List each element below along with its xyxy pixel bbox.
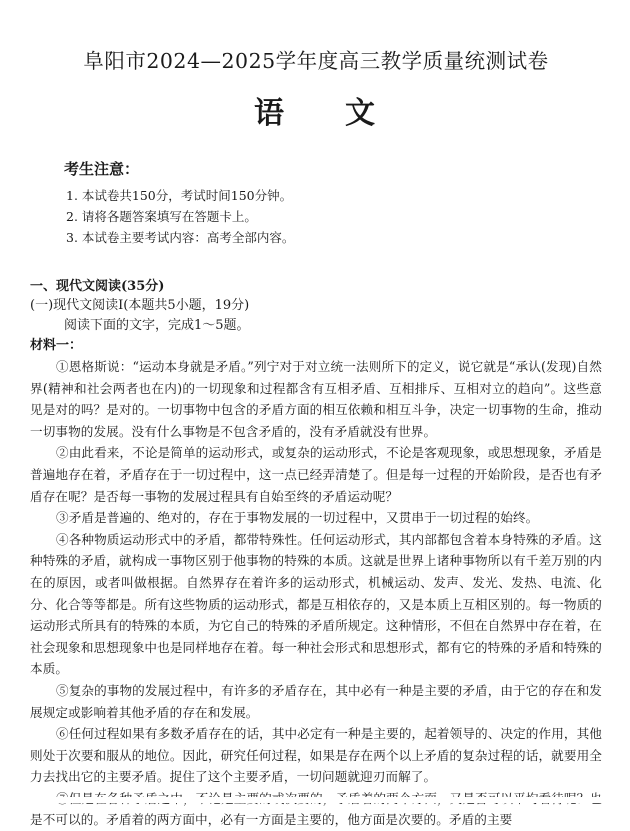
candidate-notice: [64, 158, 602, 248]
paragraph-1: ①恩格斯说：“运动本身就是矛盾。”列宁对于对立统一法则所下的定义，说它就是“承认(发现)自然界(精神和社会两者也在内)的一切现象和过程都含有互相矛盾、互相排斥、互相对立的趋向”。这些意见是对的吗？是对的。一切事物中包含的矛盾方面的相互依赖和相互斗争，决定一切事物的生命，推动一切事物的发展。没有什么事物是不包含矛盾的，没有矛盾就没有世界。: [30, 359, 602, 439]
subject-title: [30, 88, 602, 132]
paragraph-7: 是不可以的。矛盾着的两方面中，必有一方面是主要的，他方面是次要的。矛盾的主要: [30, 812, 513, 828]
paragraph-2: ②由此看来，不论是简单的运动形式，或复杂的运动形式，不论是客观现象，或思想现象，矛盾是普遍地存在着，矛盾存在于一切过程中，这一点已经弄清楚了。但是每一过程的开始阶段，是否也有矛盾存在呢？是否每一事物的发展过程具有自始至终的矛盾运动呢？: [30, 445, 602, 504]
subject-char-2: 文: [345, 96, 378, 131]
subsection-heading: (一)现代文阅读Ⅰ(本题共5小题，19分): [30, 298, 250, 313]
paragraph-3: ③矛盾是普遍的、绝对的，存在于事物发展的一切过程中，又贯串于一切过程的始终。: [56, 510, 539, 526]
paragraph-5: ⑤复杂的事物的发展过程中，有许多的矛盾存在，其中必有一种是主要的矛盾，由于它的存在和发展规定或影响着其他矛盾的存在和发展。: [30, 682, 602, 720]
exam-title: 阜阳市2024—2025学年度高三教学质量统测试卷: [83, 49, 549, 73]
paragraph-4: ④各种物质运动形式中的矛盾，都带特殊性。任何运动形式，其内部都包含着本身特殊的矛盾。这种特殊的矛盾，就构成一事物区别于他事物的特殊的本质。这就是世界上诸种事物所以有千差万别的内在的原因，或者叫做根据。自然界存在着许多的运动形式，机械运动、发声、发光、发热、电流、化分、化合等等都是。所有这些物质的运动形式，都是互相依存的，又是本质上互相区别的。每一物质的运动形式所具有的特殊的本质，为它自己的特殊的矛盾所规定。这种情形，不但在自然界中存在着，在社会现象和思想现象中也是同样地存在着。每一种社会形式和思想形式，都有它的特殊的矛盾和特殊的本质。: [30, 531, 602, 677]
subject-char-1: 语: [254, 96, 287, 131]
section-heading: 一、现代文阅读(35分): [30, 279, 165, 294]
notice-item-2: 2. 请将各题答案填写在答题卡上。: [66, 209, 257, 224]
material-label: 材料一：: [30, 338, 83, 353]
notice-item-1: 1. 本试卷共150分，考试时间150分钟。: [66, 188, 293, 203]
page-bottom-edge: [0, 797, 630, 803]
reading-instruction: 阅读下面的文字，完成1～5题。: [64, 318, 250, 333]
paragraph-6: ⑥任何过程如果有多数矛盾存在的话，其中必定有一种是主要的，起着领导的、决定的作用，其他则处于次要和服从的地位。因此，研究任何过程，如果是存在两个以上矛盾的复杂过程的话，就要用全力去找出它的主要矛盾。捉住了这个主要矛盾，一切问题就迎刃而解了。: [30, 726, 602, 785]
notice-item-3: 3. 本试卷主要考试内容：高考全部内容。: [66, 230, 295, 245]
notice-title: 考生注意：: [64, 160, 140, 178]
